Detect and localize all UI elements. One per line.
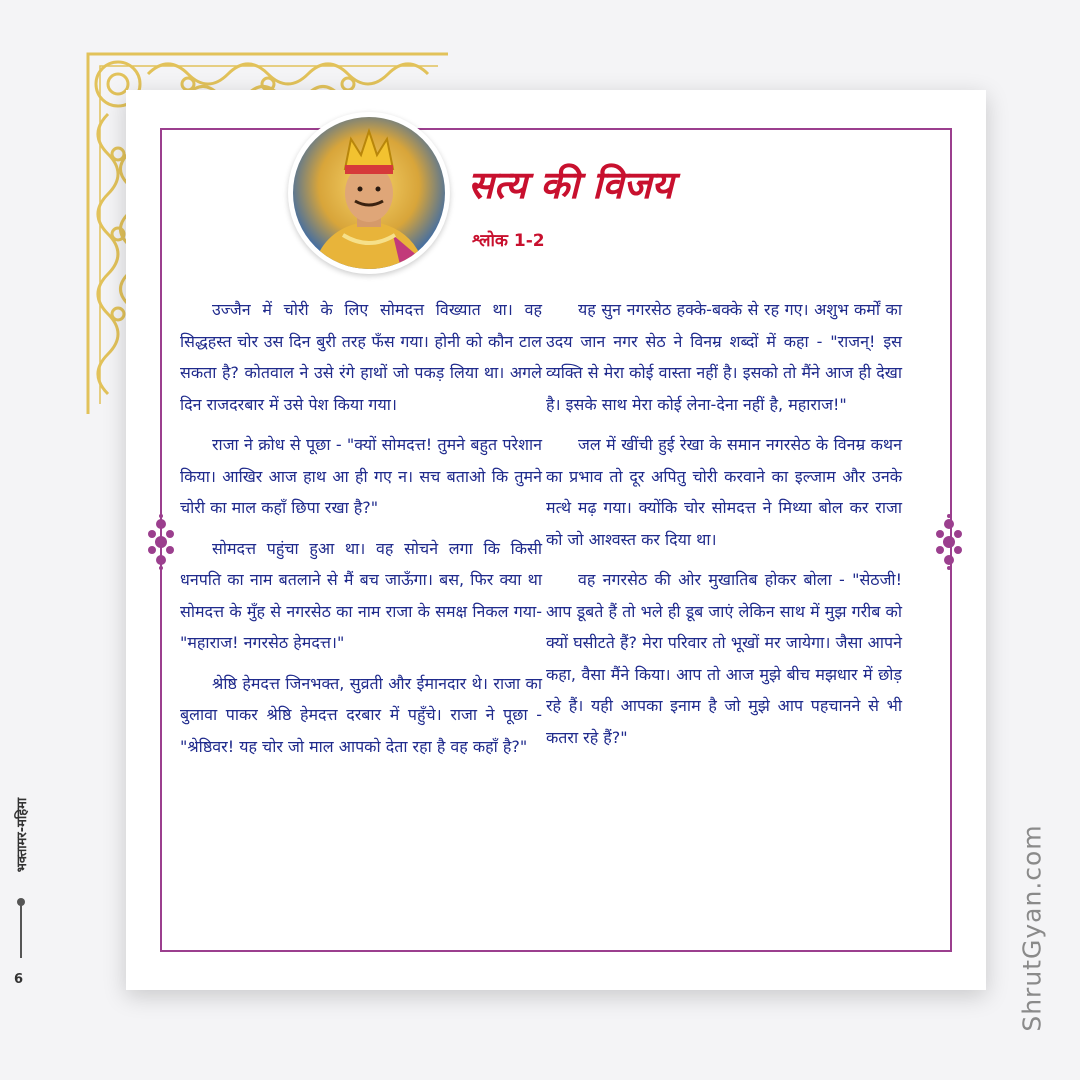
paragraph: जल में खींची हुई रेखा के समान नगरसेठ के विनम्र कथन का प्रभाव तो दूर अपितु चोरी करवाने का इल्जाम और उनके मत्थे मढ़ गया। क्योंकि चोर सोमदत्त ने मिथ्या बोल कर राजा को जो आश्वस्त कर दिया था।	[546, 435, 902, 549]
paragraph: यह सुन नगरसेठ हक्के-बक्के से रह गए। अशुभ कर्मों का उदय जान नगर सेठ ने विनम्र शब्दों में कहा - "राजन्! इस व्यक्ति से मेरा कोई वास्ता नहीं है। इसको तो मैंने आज ही देखा है। इसके साथ मेरा कोई लेना-देना नहीं है, महाराज!"	[546, 300, 902, 414]
paragraph: श्रेष्ठि हेमदत्त जिनभक्त, सुव्रती और ईमानदार थे। राजा का बुलावा पाकर श्रेष्ठि हेमदत्त दरबार में पहुँचे। राजा ने पूछा - "श्रेष्ठिवर! यह चोर जो माल आपको देता रहा है वह कहाँ है?"	[180, 673, 542, 756]
paragraph: उज्जैन में चोरी के लिए सोमदत्त विख्यात था। वह सिद्धहस्त चोर उस दिन बुरी तरह फँस गया। होनी को कौन टाल सकता है? कोतवाल ने उसे रंगे हाथों जो पकड़ लिया था। अगले दिन राजदरबार में उसे पेश किया गया।	[180, 300, 542, 414]
flower-ornament-left	[146, 514, 176, 570]
book-name-label: भक्तामर-महिमा	[15, 797, 30, 873]
paragraph: वह नगरसेठ की ओर मुखातिब होकर बोला - "सेठजी! आप डूबते हैं तो भले ही डूब जाएं लेकिन साथ में मुझ गरीब को क्यों घसीटते हैं? मेरा परिवार तो भूखों मर जायेगा। जैसा आपने कहा, वैसा मैंने किया। आप तो आज मुझे बीच मझधार में छोड़ रहे हैं। यही आपका इनाम है जो मुझे आप पहचानने से भी कतरा रहे हैं?"	[546, 570, 902, 747]
page-number: 6	[14, 972, 24, 987]
margin-line	[20, 902, 22, 958]
paragraph: सोमदत्त पहुंचा हुआ था। वह सोचने लगा कि किसी धनपति का नाम बतलाने से मैं बच जाऊँगा। बस, फिर क्या था सोमदत्त के मुँह से नगरसेठ का नाम राजा के समक्ष निकल गया- "महाराज! नगरसेठ हेमदत्त।"	[180, 538, 542, 652]
page-title: सत्य की विजय	[468, 162, 674, 207]
left-column	[180, 294, 542, 771]
paragraph: राजा ने क्रोध से पूछा - "क्यों सोमदत्त! तुमने बहुत परेशान किया। आखिर आज हाथ आ ही गए न। सच बताओ कि तुमने चोरी का माल कहाँ छिपा रखा है?"	[180, 435, 542, 517]
flower-ornament-right	[934, 514, 964, 570]
right-column	[546, 294, 902, 762]
watermark: ShrutGyan.com	[1017, 824, 1047, 1032]
shloka-label: श्लोक 1-2	[472, 231, 545, 251]
king-portrait	[288, 112, 450, 274]
